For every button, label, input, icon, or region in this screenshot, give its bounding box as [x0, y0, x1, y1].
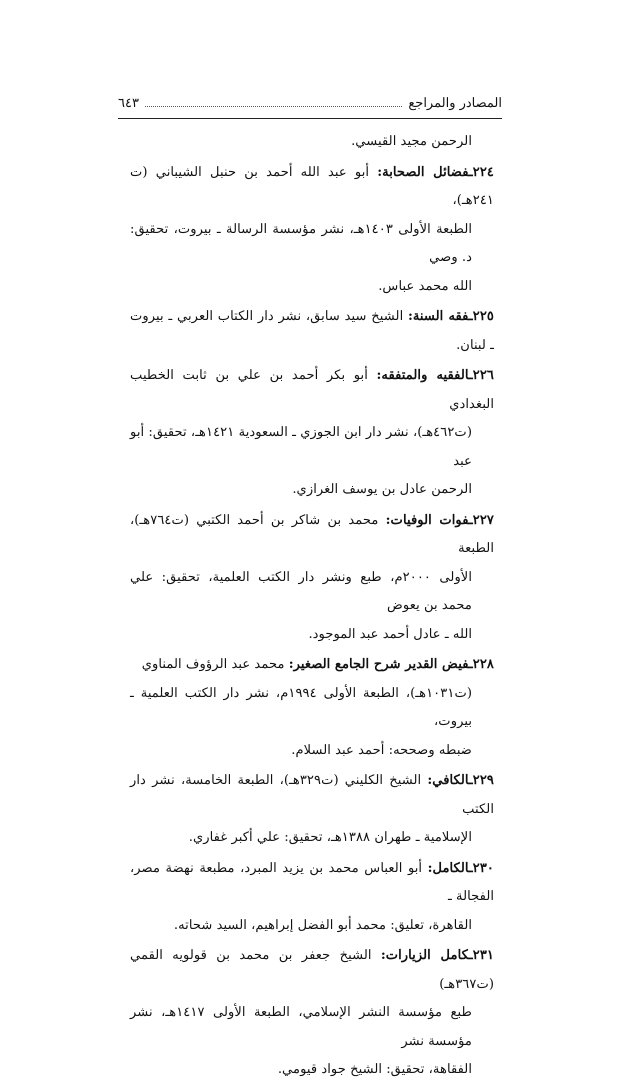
entry-number: ٢٣١ـ — [468, 948, 495, 963]
entry-title: كامل الزيارات: — [380, 948, 469, 963]
entry-line: الله محمد عباس. — [378, 278, 472, 294]
entry-first-line — [130, 362, 494, 419]
header-rule — [118, 118, 502, 119]
entry-line: الله ـ عادل أحمد عبد الموجود. — [308, 626, 472, 642]
entry-line: الطبعة الأولى ١٤٠٣هـ، نشر مؤسسة الرسالة ـ بيروت، تحقيق: د. وصي — [130, 221, 472, 265]
entry-text: أبو العباس محمد بن يزيد المبرد، مطبعة نهضة مصر، الفجالة ـ — [130, 860, 494, 904]
entry-line: (ت٤٦٢هـ)، نشر دار ابن الجوزي ـ السعودية ١٤٢١هـ، تحقيق: أبو عبد — [130, 425, 472, 469]
entry-title: الكامل: — [427, 860, 469, 876]
entry-line: الرحمن عادل بن يوسف الغرازي. — [292, 482, 472, 497]
header-dot-leader — [145, 96, 402, 107]
entry-text: أبو بكر أحمد بن علي بن ثابت الخطيب البغدادي — [130, 368, 494, 412]
entry-line: الفقاهة، تحقيق: الشيخ جواد قيومي. — [277, 1062, 472, 1077]
bib-entry-224 — [130, 159, 494, 302]
running-header — [118, 96, 502, 111]
entry-line: الأولى ٢٠٠٠م، طبع ونشر دار الكتب العلمية، تحقيق: علي محمد بن يعوض — [130, 569, 472, 613]
entry-number: ٢٢٩ـ — [468, 773, 494, 788]
entry-number: ٢٢٥ـ — [468, 309, 494, 324]
entry-first-line — [130, 767, 494, 824]
entry-title: الكافي: — [427, 773, 469, 788]
bib-entry-231 — [130, 942, 494, 1085]
entry-first-line — [130, 159, 494, 216]
entry-first-line — [130, 651, 494, 680]
page-number: ٦٤٣ — [118, 96, 139, 111]
entry-title: فيض القدير شرح الجامع الصغير: — [288, 657, 469, 672]
entry-first-line — [130, 942, 494, 999]
entry-line: القاهرة، تعليق: محمد أبو الفضل إبراهيم، السيد شحاته. — [173, 917, 472, 933]
bib-entry-225 — [130, 303, 494, 360]
entry-text: الشيخ جعفر بن محمد بن قولويه القمي (ت٣٦٧هـ) — [130, 948, 494, 992]
entry-first-line — [130, 507, 494, 564]
entry-text: أبو عبد الله أحمد بن حنبل الشيباني (ت ٢٤١هـ)، — [130, 164, 494, 208]
bibliography-body — [130, 128, 494, 1087]
entry-text: الشيخ الكليني (ت٣٢٩هـ)، الطبعة الخامسة، نشر دار الكتب — [130, 773, 494, 817]
entry-text: الشيخ سيد سابق، نشر دار الكتاب العربي ـ بيروت ـ لبنان. — [130, 309, 494, 353]
entry-line: (ت١٠٣١هـ)، الطبعة الأولى ١٩٩٤م، نشر دار الكتب العلمية ـ بيروت، — [130, 685, 472, 729]
entry-text: محمد بن شاكر بن أحمد الكتبي (ت٧٦٤هـ)، الطبعة — [130, 512, 494, 556]
entry-first-line — [130, 855, 494, 912]
entry-text: محمد عبد الرؤوف المناوي — [141, 657, 289, 672]
entry-number: ٢٢٤ـ — [468, 164, 494, 180]
entry-title: فقه السنة: — [407, 309, 469, 324]
bib-entry-226 — [130, 362, 494, 505]
entry-line: الإسلامية ـ طهران ١٣٨٨هـ، تحقيق: علي أكبر غفاري. — [188, 830, 472, 845]
bib-entry-continued — [130, 128, 494, 157]
entry-title: فضائل الصحابة: — [377, 164, 469, 180]
entry-number: ٢٣٠ـ — [468, 860, 494, 876]
bib-entry-230 — [130, 855, 494, 941]
entry-line: طبع مؤسسة النشر الإسلامي، الطبعة الأولى ١٤١٧هـ، نشر مؤسسة نشر — [130, 1005, 472, 1049]
entry-title: فوات الوفيات: — [385, 512, 469, 528]
bib-entry-228 — [130, 651, 494, 765]
entry-first-line — [130, 303, 494, 360]
entry-number: ٢٢٦ـ — [468, 368, 494, 383]
bib-entry-229 — [130, 767, 494, 853]
entry-number: ٢٢٧ـ — [468, 512, 495, 528]
entry-title: الفقيه والمتفقه: — [376, 368, 469, 383]
entry-line: ضبطه وصححه: أحمد عبد السلام. — [291, 742, 472, 758]
header-title: المصادر والمراجع — [408, 96, 502, 111]
entry-number: ٢٢٨ـ — [468, 657, 494, 672]
entry-line: الرحمن مجيد القيسي. — [351, 134, 472, 149]
bib-entry-227 — [130, 507, 494, 650]
